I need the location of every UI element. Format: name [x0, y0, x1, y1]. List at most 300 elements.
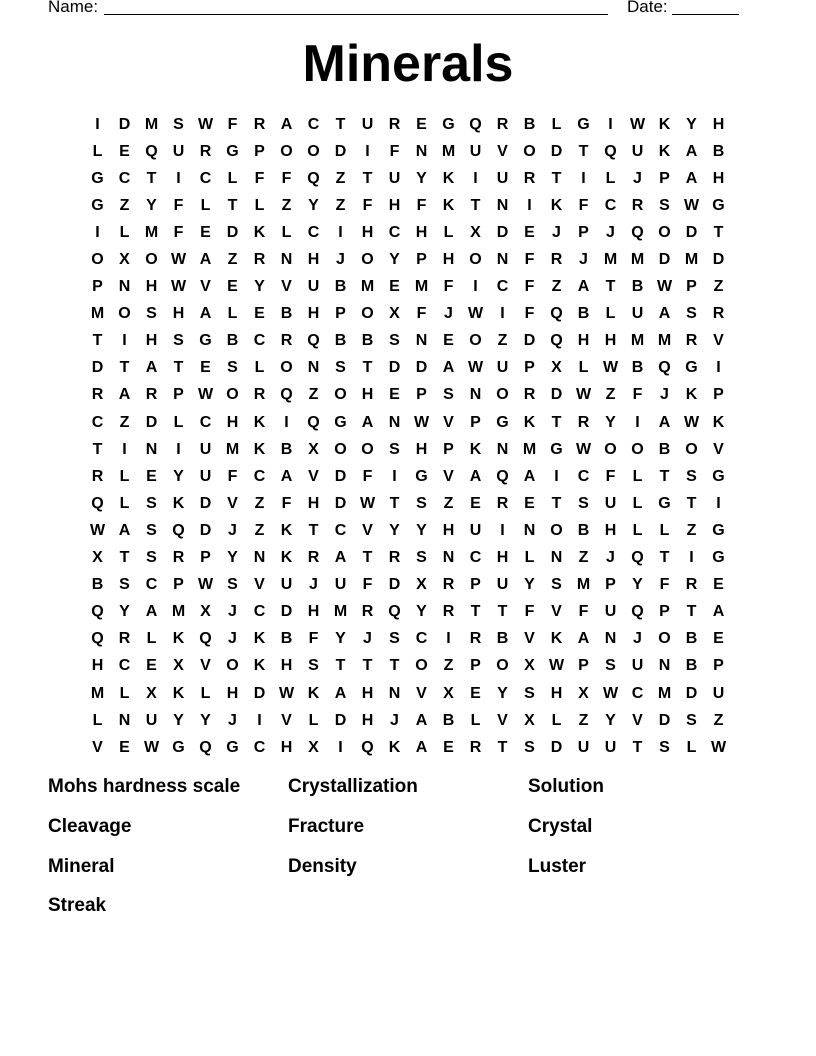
grid-cell: A	[415, 738, 428, 756]
grid-cell: O	[658, 630, 671, 648]
word-list-item: Streak	[48, 895, 107, 916]
grid-cell: K	[658, 142, 671, 160]
grid-cell: F	[254, 169, 265, 187]
grid-cell: G	[712, 196, 725, 214]
grid-cell: C	[388, 223, 401, 241]
grid-cell: K	[280, 521, 293, 539]
grid-cell: P	[659, 603, 670, 621]
grid-cell: I	[446, 630, 451, 648]
grid-cell: A	[145, 603, 158, 621]
grid-cell: L	[281, 223, 292, 241]
grid-cell: Z	[578, 549, 589, 567]
grid-cell: S	[443, 386, 454, 404]
grid-cell: N	[523, 521, 536, 539]
grid-cell: N	[118, 711, 131, 729]
grid-cell: R	[685, 576, 698, 594]
grid-cell: R	[280, 332, 293, 350]
grid-cell: T	[659, 549, 670, 567]
grid-cell: G	[334, 413, 347, 431]
grid-cell: L	[524, 549, 535, 567]
grid-cell: U	[631, 142, 644, 160]
grid-cell: P	[335, 305, 346, 323]
grid-row	[84, 545, 732, 572]
grid-cell: I	[122, 332, 127, 350]
grid-cell: P	[92, 278, 103, 296]
grid-cell: S	[308, 657, 319, 675]
grid-cell: U	[631, 305, 644, 323]
grid-cell: H	[307, 305, 320, 323]
grid-cell: H	[577, 332, 590, 350]
grid-cell: T	[146, 169, 157, 187]
grid-cell: E	[119, 142, 130, 160]
grid-cell: S	[416, 549, 427, 567]
grid-cell: H	[415, 440, 428, 458]
grid-cell: I	[95, 223, 100, 241]
grid-cell: I	[257, 711, 262, 729]
grid-cell: O	[631, 440, 644, 458]
grid-cell: A	[469, 467, 482, 485]
grid-cell: D	[496, 223, 509, 241]
grid-cell: O	[658, 223, 671, 241]
word-list-item: Solution	[528, 776, 604, 797]
grid-cell: U	[361, 115, 374, 133]
grid-cell: C	[145, 576, 158, 594]
grid-cell: D	[550, 738, 563, 756]
grid-cell: R	[631, 196, 644, 214]
grid-cell: F	[389, 142, 400, 160]
grid-cell: E	[416, 115, 427, 133]
grid-cell: K	[172, 494, 185, 512]
grid-cell: L	[227, 305, 238, 323]
grid-cell: T	[119, 359, 130, 377]
grid-cell: W	[197, 115, 214, 133]
grid-cell: O	[496, 657, 509, 675]
grid-cell: H	[91, 657, 104, 675]
grid-cell: W	[710, 738, 727, 756]
grid-cell: S	[659, 196, 670, 214]
grid-cell: E	[146, 467, 157, 485]
grid-cell: V	[254, 576, 265, 594]
grid-cell: C	[199, 169, 212, 187]
grid-cell: H	[361, 386, 374, 404]
grid-cell: B	[496, 630, 509, 648]
grid-cell: P	[470, 576, 481, 594]
grid-cell: R	[388, 115, 401, 133]
grid-cell: J	[390, 711, 399, 729]
grid-cell: J	[552, 223, 561, 241]
grid-cell: X	[173, 657, 184, 675]
grid-cell: C	[415, 630, 428, 648]
grid-cell: D	[334, 494, 347, 512]
grid-cell: K	[172, 630, 185, 648]
grid-cell: E	[254, 305, 265, 323]
grid-cell: J	[228, 711, 237, 729]
grid-cell: Z	[605, 386, 616, 404]
grid-cell: D	[199, 521, 212, 539]
grid-cell: O	[361, 305, 374, 323]
grid-cell: Y	[389, 251, 400, 269]
grid-cell: R	[253, 251, 266, 269]
grid-cell: L	[227, 169, 238, 187]
grid-cell: I	[716, 359, 721, 377]
grid-cell: T	[686, 494, 697, 512]
grid-cell: A	[280, 467, 293, 485]
grid-cell: F	[443, 278, 454, 296]
grid-cell: W	[683, 196, 700, 214]
grid-cell: W	[89, 521, 106, 539]
grid-cell: J	[309, 576, 318, 594]
grid-cell: Q	[496, 467, 509, 485]
grid-cell: H	[712, 169, 725, 187]
grid-cell: Z	[335, 169, 346, 187]
grid-cell: U	[604, 738, 617, 756]
grid-cell: P	[713, 657, 724, 675]
grid-cell: N	[280, 251, 293, 269]
grid-cell: X	[389, 305, 400, 323]
grid-cell: H	[361, 711, 374, 729]
grid-cell: U	[199, 467, 212, 485]
grid-cell: G	[712, 549, 725, 567]
grid-cell: T	[470, 603, 481, 621]
grid-cell: S	[173, 115, 184, 133]
grid-cell: V	[362, 521, 373, 539]
grid-cell: K	[253, 630, 266, 648]
grid-cell: L	[443, 223, 454, 241]
grid-cell: L	[605, 169, 616, 187]
grid-cell: E	[119, 738, 130, 756]
grid-row	[84, 707, 732, 734]
grid-cell: O	[361, 251, 374, 269]
grid-cell: S	[605, 657, 616, 675]
grid-cell: E	[524, 494, 535, 512]
grid-cell: T	[92, 440, 103, 458]
grid-cell: C	[118, 169, 131, 187]
grid-cell: P	[416, 386, 427, 404]
grid-cell: S	[173, 332, 184, 350]
grid-cell: B	[577, 305, 590, 323]
grid-cell: D	[253, 684, 266, 702]
grid-cell: E	[389, 278, 400, 296]
grid-cell: V	[308, 467, 319, 485]
grid-cell: T	[659, 467, 670, 485]
grid-cell: N	[496, 251, 509, 269]
grid-row	[84, 382, 732, 409]
grid-cell: H	[415, 223, 428, 241]
grid-cell: P	[578, 223, 589, 241]
grid-cell: V	[92, 738, 103, 756]
grid-cell: Y	[389, 521, 400, 539]
grid-cell: A	[658, 413, 671, 431]
grid-cell: R	[523, 386, 536, 404]
grid-cell: W	[197, 576, 214, 594]
grid-cell: N	[550, 549, 563, 567]
grid-cell: L	[92, 142, 103, 160]
grid-cell: W	[548, 657, 565, 675]
grid-cell: G	[91, 169, 104, 187]
grid-cell: K	[658, 115, 671, 133]
grid-cell: F	[173, 196, 184, 214]
grid-cell: S	[146, 521, 157, 539]
grid-cell: U	[496, 359, 509, 377]
grid-cell: W	[197, 386, 214, 404]
grid-cell: K	[469, 440, 482, 458]
grid-cell: S	[524, 684, 535, 702]
grid-row	[84, 355, 732, 382]
grid-cell: A	[685, 169, 698, 187]
grid-cell: M	[522, 440, 537, 458]
grid-cell: Q	[91, 494, 104, 512]
grid-cell: U	[469, 142, 482, 160]
grid-cell: D	[280, 603, 293, 621]
grid-cell: I	[338, 223, 343, 241]
grid-cell: Z	[713, 278, 724, 296]
grid-cell: U	[388, 169, 401, 187]
grid-cell: R	[685, 332, 698, 350]
grid-row	[84, 626, 732, 653]
grid-cell: B	[334, 332, 347, 350]
grid-cell: V	[443, 413, 454, 431]
grid-cell: T	[632, 738, 643, 756]
grid-cell: R	[307, 549, 320, 567]
grid-cell: A	[415, 711, 428, 729]
grid-cell: I	[176, 440, 181, 458]
grid-cell: Q	[388, 603, 401, 621]
grid-cell: X	[308, 738, 319, 756]
grid-cell: N	[118, 278, 131, 296]
grid-cell: N	[496, 196, 509, 214]
grid-cell: N	[145, 440, 158, 458]
grid-row	[84, 436, 732, 463]
grid-cell: Y	[308, 196, 319, 214]
grid-cell: U	[496, 576, 509, 594]
grid-cell: J	[228, 603, 237, 621]
grid-cell: X	[416, 576, 427, 594]
grid-cell: P	[254, 142, 265, 160]
grid-cell: Z	[254, 494, 265, 512]
grid-cell: T	[389, 657, 400, 675]
grid-cell: W	[359, 494, 376, 512]
name-blank-line	[104, 14, 608, 15]
grid-cell: F	[227, 467, 238, 485]
grid-cell: R	[442, 576, 455, 594]
grid-cell: Q	[658, 359, 671, 377]
grid-cell: L	[173, 413, 184, 431]
grid-cell: I	[338, 738, 343, 756]
grid-cell: D	[334, 142, 347, 160]
grid-cell: P	[659, 169, 670, 187]
grid-cell: Y	[524, 576, 535, 594]
grid-cell: S	[416, 494, 427, 512]
grid-cell: L	[200, 196, 211, 214]
grid-cell: S	[686, 711, 697, 729]
grid-cell: V	[227, 494, 238, 512]
grid-cell: W	[170, 278, 187, 296]
grid-cell: A	[442, 359, 455, 377]
grid-cell: I	[176, 169, 181, 187]
grid-cell: O	[469, 251, 482, 269]
grid-cell: Q	[91, 603, 104, 621]
grid-cell: P	[578, 657, 589, 675]
grid-cell: B	[685, 630, 698, 648]
grid-cell: O	[145, 251, 158, 269]
grid-cell: U	[496, 169, 509, 187]
grid-cell: H	[550, 684, 563, 702]
grid-cell: L	[605, 305, 616, 323]
grid-cell: P	[470, 657, 481, 675]
grid-cell: M	[171, 603, 186, 621]
grid-row	[84, 192, 732, 219]
grid-cell: C	[199, 413, 212, 431]
grid-cell: H	[226, 684, 239, 702]
grid-cell: I	[95, 115, 100, 133]
grid-cell: W	[143, 738, 160, 756]
grid-row	[84, 653, 732, 680]
grid-cell: A	[712, 603, 725, 621]
grid-cell: S	[335, 359, 346, 377]
grid-cell: L	[551, 115, 562, 133]
grid-cell: X	[470, 223, 481, 241]
word-list-item: Density	[288, 856, 357, 877]
grid-cell: H	[280, 738, 293, 756]
grid-cell: P	[200, 549, 211, 567]
grid-cell: W	[602, 684, 619, 702]
grid-cell: W	[170, 251, 187, 269]
grid-cell: X	[443, 684, 454, 702]
grid-cell: J	[633, 630, 642, 648]
grid-cell: O	[118, 305, 131, 323]
grid-cell: F	[281, 494, 292, 512]
grid-cell: R	[577, 413, 590, 431]
grid-cell: A	[523, 467, 536, 485]
grid-cell: Z	[686, 521, 697, 539]
grid-cell: M	[630, 332, 645, 350]
grid-cell: Q	[199, 630, 212, 648]
grid-cell: L	[119, 494, 130, 512]
grid-cell: I	[581, 169, 586, 187]
grid-cell: O	[604, 440, 617, 458]
grid-cell: Q	[631, 603, 644, 621]
grid-cell: X	[146, 684, 157, 702]
grid-cell: A	[118, 386, 131, 404]
grid-cell: I	[635, 413, 640, 431]
grid-cell: U	[712, 684, 725, 702]
grid-cell: M	[333, 603, 348, 621]
grid-cell: R	[388, 549, 401, 567]
grid-cell: H	[280, 657, 293, 675]
grid-cell: G	[496, 413, 509, 431]
grid-cell: A	[361, 413, 374, 431]
grid-cell: F	[308, 630, 319, 648]
grid-cell: B	[280, 305, 293, 323]
grid-cell: G	[199, 332, 212, 350]
grid-cell: F	[524, 603, 535, 621]
grid-cell: U	[334, 576, 347, 594]
grid-cell: B	[280, 440, 293, 458]
grid-row	[84, 165, 732, 192]
grid-cell: Q	[550, 332, 563, 350]
grid-cell: C	[577, 467, 590, 485]
grid-cell: H	[307, 494, 320, 512]
grid-cell: Q	[199, 738, 212, 756]
grid-cell: H	[307, 603, 320, 621]
grid-cell: O	[361, 440, 374, 458]
grid-cell: H	[604, 332, 617, 350]
grid-cell: O	[226, 386, 239, 404]
grid-cell: M	[225, 440, 240, 458]
grid-cell: Y	[173, 467, 184, 485]
grid-cell: G	[91, 196, 104, 214]
grid-cell: T	[119, 549, 130, 567]
grid-cell: P	[173, 576, 184, 594]
grid-cell: K	[442, 196, 455, 214]
grid-cell: F	[416, 196, 427, 214]
grid-cell: Y	[254, 278, 265, 296]
grid-cell: G	[658, 494, 671, 512]
grid-cell: R	[91, 386, 104, 404]
grid-row	[84, 517, 732, 544]
grid-cell: S	[119, 576, 130, 594]
grid-cell: P	[443, 440, 454, 458]
grid-cell: L	[92, 711, 103, 729]
page-title: Minerals	[302, 35, 514, 93]
grid-cell: N	[469, 386, 482, 404]
grid-cell: L	[551, 711, 562, 729]
word-list-item: Fracture	[288, 816, 365, 837]
grid-cell: Z	[308, 386, 319, 404]
grid-cell: Y	[605, 711, 616, 729]
grid-cell: E	[146, 657, 157, 675]
grid-cell: S	[146, 494, 157, 512]
grid-cell: Q	[172, 521, 185, 539]
grid-cell: V	[497, 711, 508, 729]
grid-cell: H	[442, 521, 455, 539]
grid-cell: M	[90, 684, 105, 702]
grid-cell: X	[524, 657, 535, 675]
grid-cell: F	[281, 169, 292, 187]
grid-cell: F	[362, 467, 373, 485]
grid-cell: R	[496, 115, 509, 133]
grid-cell: K	[253, 440, 266, 458]
grid-cell: X	[551, 359, 562, 377]
grid-cell: Y	[335, 630, 346, 648]
grid-row	[84, 409, 732, 436]
grid-cell: C	[253, 603, 266, 621]
grid-cell: U	[604, 494, 617, 512]
grid-cell: K	[523, 413, 536, 431]
grid-cell: B	[334, 278, 347, 296]
grid-cell: P	[416, 251, 427, 269]
grid-cell: I	[500, 521, 505, 539]
word-list-item: Cleavage	[48, 816, 132, 837]
grid-cell: U	[604, 603, 617, 621]
grid-row	[84, 463, 732, 490]
grid-cell: K	[253, 657, 266, 675]
grid-row	[84, 680, 732, 707]
grid-cell: H	[388, 196, 401, 214]
grid-cell: V	[524, 630, 535, 648]
grid-cell: W	[467, 359, 484, 377]
grid-cell: P	[173, 386, 184, 404]
grid-cell: Q	[550, 305, 563, 323]
grid-cell: A	[199, 251, 212, 269]
grid-cell: L	[308, 711, 319, 729]
grid-cell: F	[362, 576, 373, 594]
grid-cell: J	[363, 630, 372, 648]
grid-cell: K	[550, 630, 563, 648]
grid-cell: O	[280, 142, 293, 160]
date-label: Date:	[627, 0, 668, 16]
grid-cell: V	[200, 657, 211, 675]
